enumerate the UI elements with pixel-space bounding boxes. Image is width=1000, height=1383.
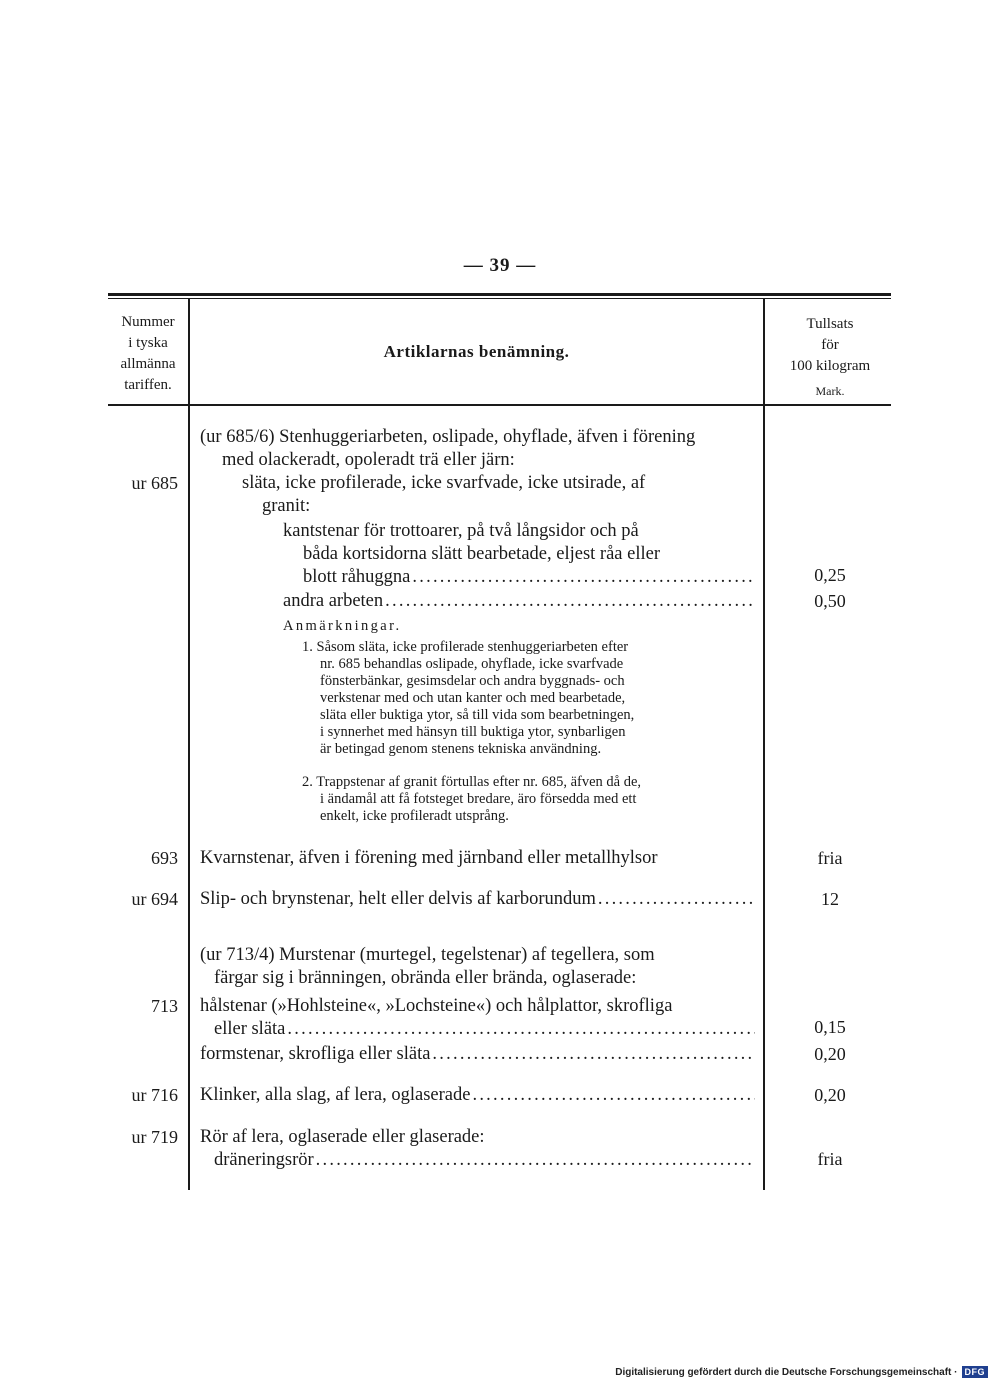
table-top-rule-thin (108, 298, 891, 299)
row-685-item-kantstenar: kantstenar för trottoarer, på två långsidor och på båda kortsidorna slätt bearbetade, eljest råa eller blott råhuggna . . . (283, 520, 755, 589)
row-685-note-2: 2. Trappstenar af granit förtullas efter nr. 685, äfven då de, i ändamål att få fotsteget bredare, äro försedda med ett enkelt, icke profileradt utsprång. (302, 774, 642, 824)
row-713-item-halstenar-rate: 0,15 (814, 1017, 846, 1037)
row-713-item-halstenar: hålstenar (»Hohlsteine«, »Lochsteine«) och hålplattor, skrofliga eller släta . . . (200, 995, 755, 1041)
row-685-intro: (ur 685/6) Stenhuggeriarbeten, oslipade, ohyflade, äfven i förening med olackeradt, opoleradt trä eller järn: (200, 427, 696, 470)
row-694-text: Slip- och brynstenar, helt eller delvis af karborundum . . . (200, 888, 755, 911)
row-713-item-formstenar: formstenar, skrofliga eller släta . . . (200, 1043, 755, 1066)
row-685-item-andra: andra arbeten . . . (283, 590, 755, 613)
row-693-rate: fria (817, 848, 843, 868)
row-713-intro: (ur 713/4) Murstenar (murtegel, tegelstenar) af tegellera, som färgar sig i bränningen, obrända eller brända, oglaserade: (200, 945, 655, 988)
dfg-logo-icon: DFG (962, 1366, 989, 1378)
row-719-text: Rör af lera, oglaserade eller glaserade: dräneringsrör . . . (200, 1126, 755, 1172)
header-number-column: Nummer i tyska allmänna tariffen. (120, 314, 176, 393)
row-719-number: ur 719 (131, 1127, 178, 1147)
table-top-rule-thick (108, 293, 891, 296)
row-685-note-1: 1. Såsom släta, icke profilerade stenhuggeriarbeten efter nr. 685 behandlas oslipade, ohyflade, icke svarfvade fönsterbänkar, gesimsdelar och andra byggnads- och verkstenar med och utan kanter och med bearbetade, släta eller buktiga ytor, så till vida som bearbetningen, i synnerhet med hänsyn till buktiga ytor, synbarligen är betingad genom stenens tekniska användning. (302, 639, 635, 757)
header-rate-unit: Mark. (815, 384, 845, 398)
row-716-text: Klinker, alla slag, af lera, oglaserade . . . (200, 1084, 755, 1107)
header-bottom-rule (108, 404, 891, 406)
row-694-rate: 12 (821, 889, 839, 909)
row-694-number: ur 694 (131, 889, 178, 909)
header-title-column: Artiklarnas benämning. (383, 342, 570, 361)
header-rate-column: Tullsats för 100 kilogram Mark. (765, 314, 895, 402)
row-685-notes-heading: Anmärkningar. (283, 618, 402, 634)
row-685-item-andra-rate: 0,50 (814, 591, 846, 611)
row-716-rate: 0,20 (814, 1085, 846, 1105)
row-693-text: Kvarnstenar, äfven i förening med järnband eller metallhylsor (200, 848, 658, 868)
row-713-number: 713 (151, 996, 178, 1016)
column-divider-left (188, 298, 190, 1190)
row-685-number: ur 685 (131, 473, 178, 493)
row-685-subheading: släta, icke profilerade, icke svarfvade, icke utsirade, af granit: (242, 473, 646, 516)
row-693-number: 693 (151, 848, 178, 868)
row-716-number: ur 716 (131, 1085, 178, 1105)
row-713-item-formstenar-rate: 0,20 (814, 1044, 846, 1064)
row-685-item-kantstenar-rate: 0,25 (814, 565, 846, 585)
row-719-rate: fria (817, 1149, 843, 1169)
page-number: — 39 — (463, 255, 537, 276)
digitization-credit: Digitalisierung gefördert durch die Deutsche Forschungsgemeinschaft · DFG (615, 1366, 988, 1378)
